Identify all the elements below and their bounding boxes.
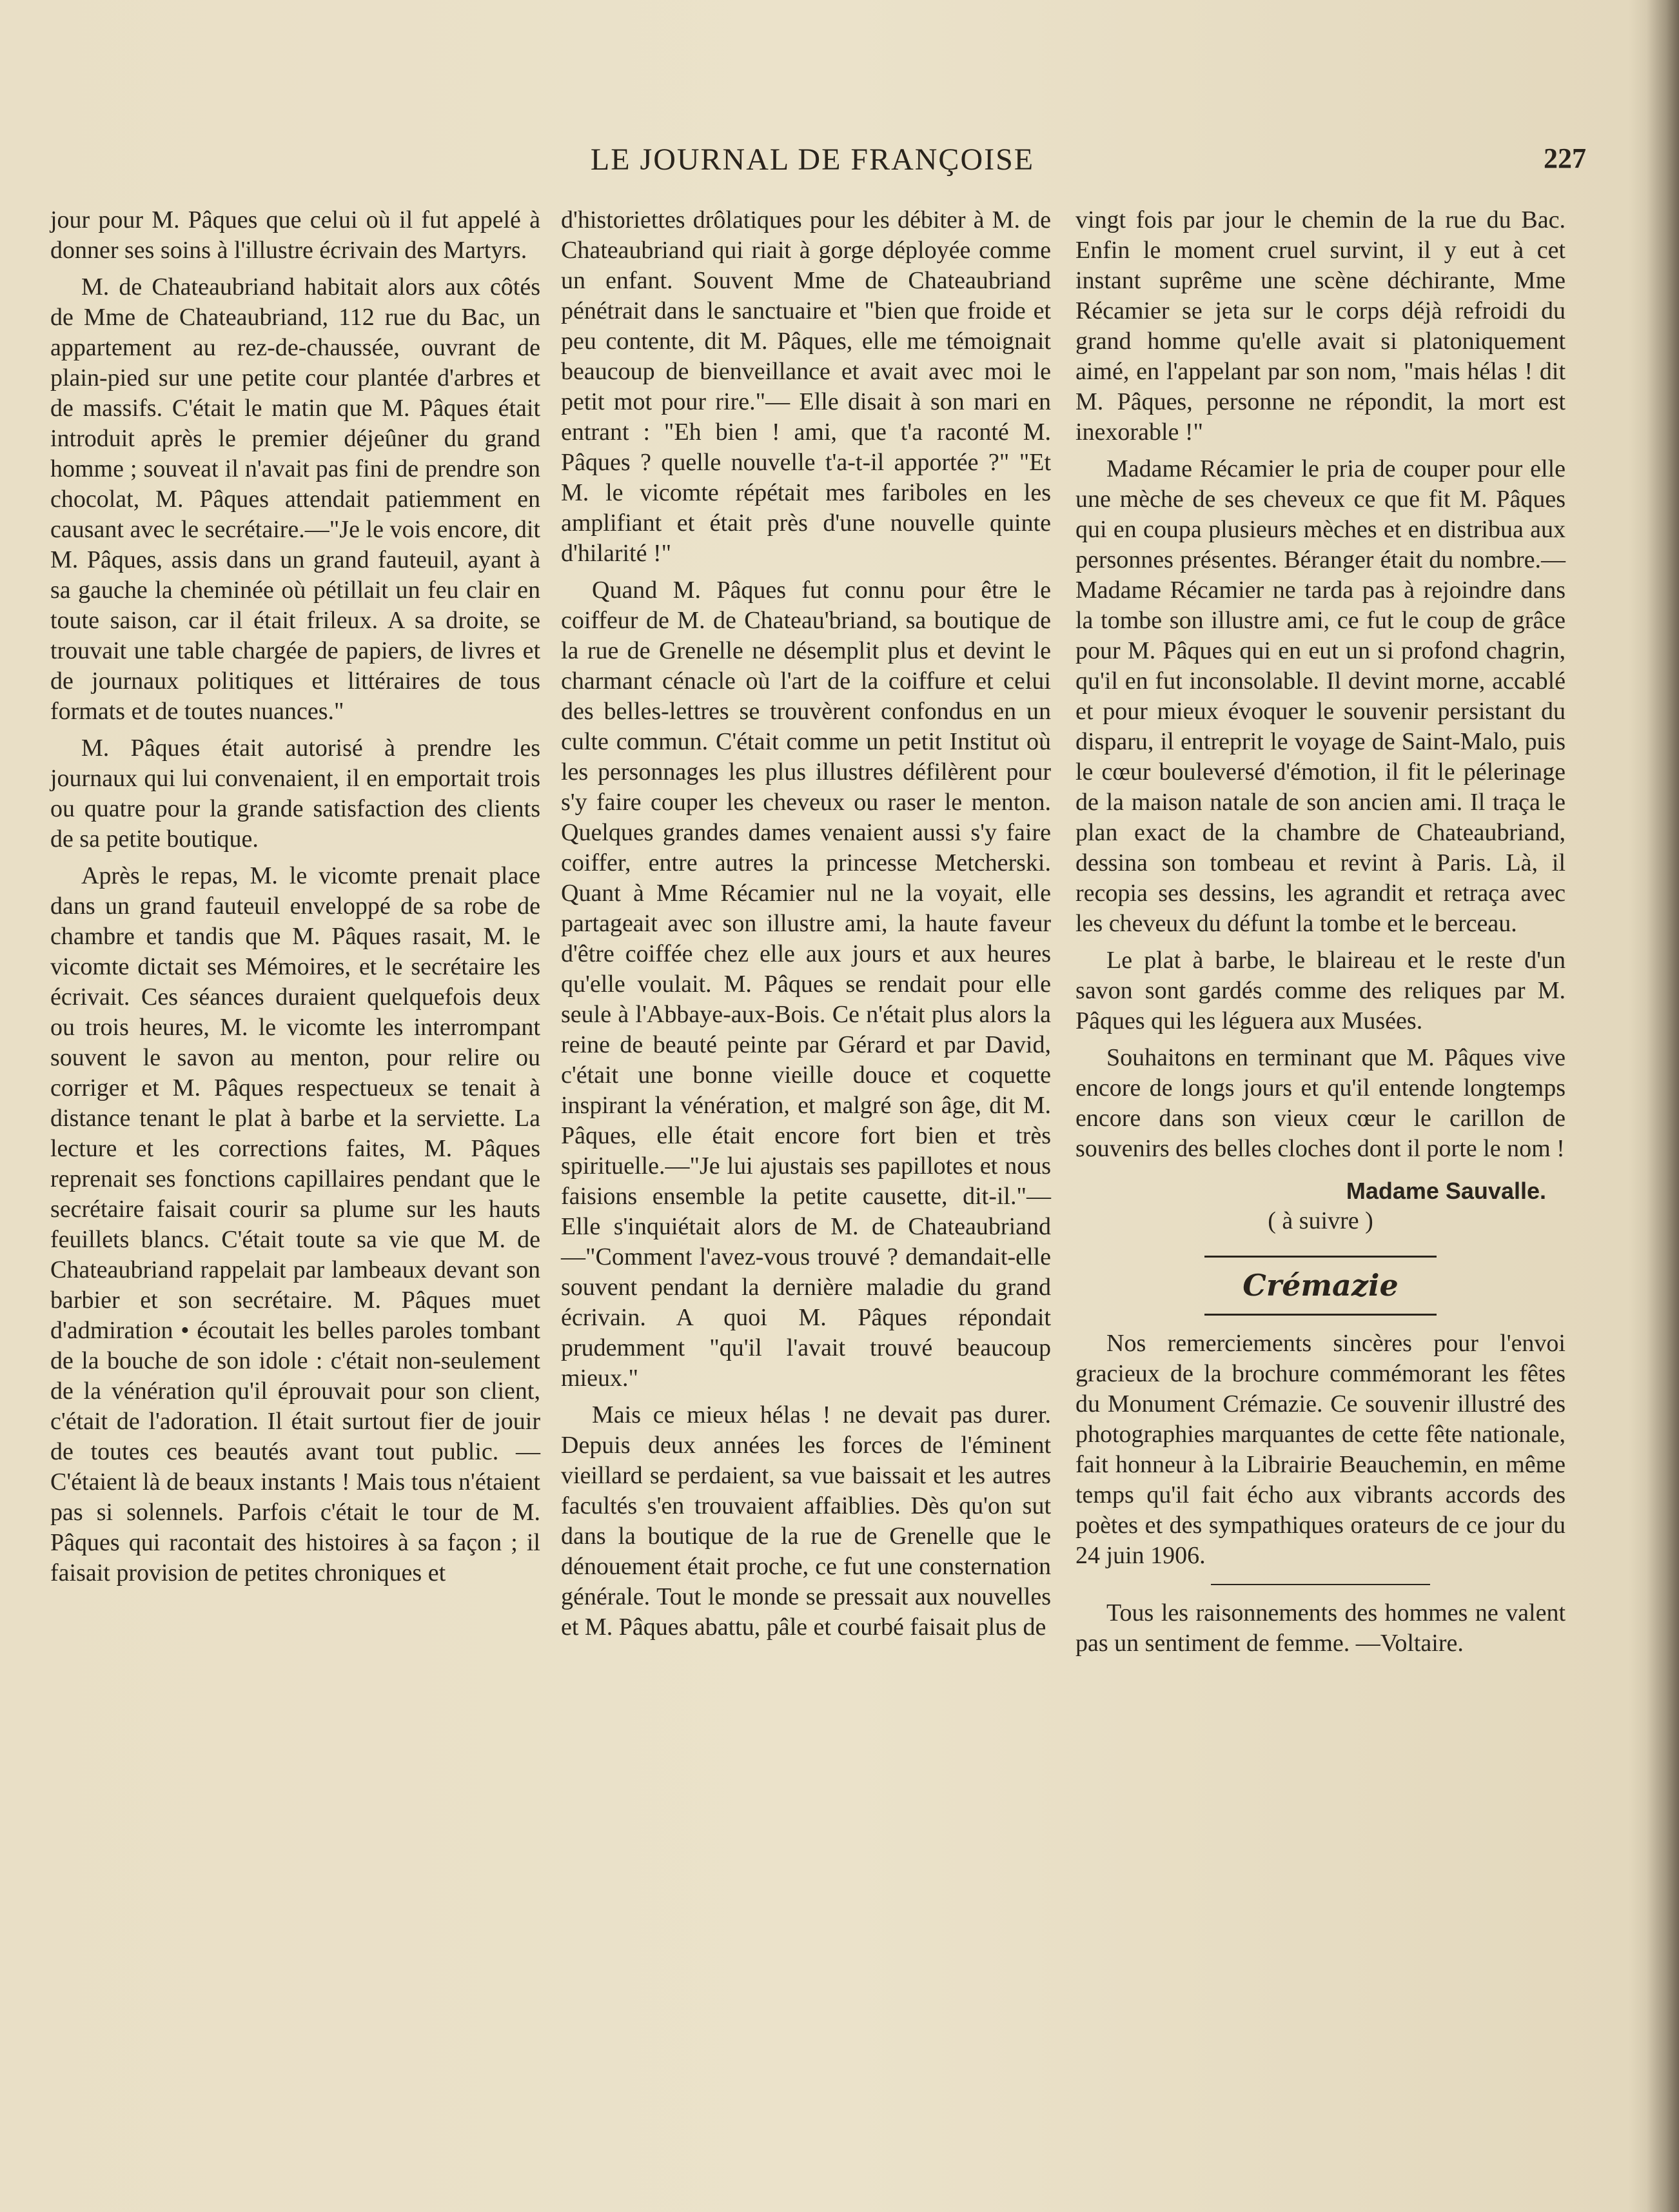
- column-2: [561, 205, 1051, 1649]
- author-signature: Madame Sauvalle.: [1346, 1178, 1546, 1204]
- page-number: 227: [1544, 143, 1586, 174]
- paragraph: M. Pâques était autorisé à prendre les journaux qui lui convenaient, il en emportait trois ou quatre pour la grande satisfaction des clients de sa petite boutique.: [50, 735, 540, 853]
- paragraph: Après le repas, M. le vicomte prenait place dans un grand fauteuil enveloppé de sa robe de chambre et tandis que M. Pâques rasait, M. le vicomte dictait ses Mémoires, et le secrétaire les écrivait. Ces séances duraient quelquefois deux ou trois heures, M. le vicomte les interrompant souvent le savon au menton, pour relire ou corriger et M. Pâques respectueux se tenait à distance tenant le plat à barbe et la serviette. La lecture et les corrections faites, M. Pâques reprenait ses fonctions capillaires pendant que le secrétaire faisait courir sa plume sur les hauts feuillets blancs. C'était toute sa vie que M. de Chateaubriand rappelait par lambeaux devant son barbier et son secrétaire. M. Pâques muet d'admiration • écoutait les belles paroles tombant de la bouche de son idole : c'était non-seulement de la vénération qu'il éprouvait pour son client, c'était de l'adoration. Il était surtout fier de jouir de toutes ces beautés avant tout public. — C'étaient là de beaux instants ! Mais tous n'étaient pas si solennels. Parfois c'était le tour de M. Pâques qui racontait des histoires à sa façon ; il faisait provision de petites chroniques et: [50, 862, 540, 1586]
- journal-title: LE JOURNAL DE FRANÇOISE: [590, 143, 1035, 177]
- paragraph: M. de Chateaubriand habitait alors aux côtés de Mme de Chateaubriand, 112 rue du Bac, un appartement au rez-de-chaussée, ouvrant de plain-pied sur une petite cour plantée d'arbres et de massifs. C'était le matin que M. Pâques était introduit après le premier déjeûner du grand homme ; souveat il n'avait pas fini de prendre son chocolat, M. Pâques attendait patiemment en causant avec le secrétaire.—"Je le vois encore, dit M. Pâques, assis dans un grand fauteuil, ayant à sa gauche la cheminée où pétillait un feu clair en toute saison, car il était frileux. A sa droite, se trouvait une table chargée de papiers, de livres et de journaux politiques et littéraires de tous formats et de toutes nuances.": [50, 273, 540, 725]
- quote: Tous les raisonnements des hommes ne valent pas un sentiment de femme. —Voltaire.: [1075, 1599, 1566, 1657]
- paragraph: Quand M. Pâques fut connu pour être le coiffeur de M. de Chateau'briand, sa boutique de la rue de Grenelle ne désemplit plus et devint le charmant cénacle où l'art de la coiffure et celui des belles-lettres se trouvèrent confondus en un culte commun. C'était comme un petit Institut où les personnages les plus illustres défilèrent pour s'y faire couper les cheveux ou raser le menton. Quelques grandes dames venaient aussi s'y faire coiffer, entre autres la princesse Metcherski. Quant à Mme Récamier nul ne la voyait, elle partageait avec son illustre ami, la haute faveur d'être coiffée chez elle aux jours et aux heures qu'elle voulait. M. Pâques se rendait pour elle seule à l'Abbaye-aux-Bois. Ce n'était plus alors la reine de beauté peinte par Gérard et par David, c'était une bonne vieille douce et coquette inspirant la vénération, et malgré son âge, dit M. Pâques, elle était encore fort bien et très spirituelle.—"Je lui ajustais ses papillotes et nous faisions ensemble la petite causette, dit-il."— Elle s'inquiétait alors de M. de Chateaubriand—"Comment l'avez-vous trouvé ? demandait-elle souvent pendant la dernière maladie du grand écrivain. A quoi M. Pâques répondait prudemment "qu'il l'avait trouvé beaucoup mieux.": [561, 577, 1051, 1392]
- column-3: [1075, 205, 1566, 1665]
- paragraph: Souhaitons en terminant que M. Pâques vive encore de longs jours et qu'il entende longtemps encore dans son vieux cœur le carillon de souvenirs des belles cloches dont il porte le nom !: [1075, 1044, 1566, 1162]
- section-divider: [1211, 1584, 1430, 1585]
- page-edge-shadow: [1647, 0, 1679, 2212]
- paragraph: d'historiettes drôlatiques pour les débiter à M. de Chateaubriand qui riait à gorge déployée comme un enfant. Souvent Mme de Chateaubriand pénétrait dans le sanctuaire et "bien que froide et peu contente, dit M. Pâques, elle me témoignait beaucoup de bienveillance et avait avec moi le petit mot pour rire."— Elle disait à son mari en entrant : "Eh bien ! ami, que t'a raconté M. Pâques ? quelle nouvelle t'a-t-il apportée ?" "Et M. le vicomte répétait mes fariboles en les amplifiant et était près d'une nouvelle quinte d'hilarité !": [561, 206, 1051, 567]
- column-1: [50, 205, 540, 1595]
- continued-note: ( à suivre ): [1268, 1207, 1373, 1234]
- paragraph: Le plat à barbe, le blaireau et le reste d'un savon sont gardés comme des reliques par M. Pâques qui les léguera aux Musées.: [1075, 947, 1566, 1034]
- paragraph: Madame Récamier le pria de couper pour elle une mèche de ses cheveux ce que fit M. Pâques qui en coupa plusieurs mèches et en distribua aux personnes présentes. Béranger était du nombre.—Madame Récamier ne tarda pas à rejoindre dans la tombe son illustre ami, ce fut le coup de grâce pour M. Pâques qui en eut un si profond chagrin, qu'il en fut inconsolable. Il devint morne, accablé et pour mieux évoquer le souvenir persistant du disparu, il entreprit le voyage de Saint-Malo, puis le cœur bouleversé d'émotion, il fit le pélerinage de la maison natale de son ancien ami. Il traça le plan exact de la chambre de Chateaubriand, dessina son tombeau et revint à Paris. Là, il recopia ses dessins, les agrandit et retraça avec les cheveux du défunt la tombe et le berceau.: [1075, 455, 1566, 937]
- paragraph: jour pour M. Pâques que celui où il fut appelé à donner ses soins à l'illustre écrivain des Martyrs.: [50, 206, 540, 264]
- paragraph: Mais ce mieux hélas ! ne devait pas durer. Depuis deux années les forces de l'éminent vieillard se perdaient, sa vue baissait et les autres facultés s'en trouvaient affaiblies. Dès qu'on sut dans la boutique de la rue de Grenelle que le dénouement était proche, ce fut une consternation générale. Tout le monde se pressait aux nouvelles et M. Pâques abattu, pâle et courbé faisait plus de: [561, 1401, 1051, 1641]
- section-title: Crémazie: [1242, 1268, 1399, 1303]
- section-paragraph: Nos remerciements sincères pour l'envoi gracieux de la brochure commémorant les fêtes du Monument Crémazie. Ce souvenir illustré des photographies marquantes de cette fête nationale, fait honneur à la Librairie Beauchemin, en même temps qu'il fait écho aux vibrants accords des poètes et des sympathiques orateurs de ce jour du 24 juin 1906.: [1075, 1330, 1566, 1569]
- page-header: [39, 142, 1586, 187]
- paragraph: vingt fois par jour le chemin de la rue du Bac. Enfin le moment cruel survint, il y eut à cet instant suprême une scène déchirante, Mme Récamier se jeta sur le corps déjà refroidi du grand homme qu'elle avait si platoniquement aimé, en l'appelant par son nom, "mais hélas ! dit M. Pâques, personne ne répondit, la mort est inexorable !": [1075, 206, 1566, 446]
- section-divider: [1204, 1256, 1437, 1258]
- section-divider: [1204, 1314, 1437, 1316]
